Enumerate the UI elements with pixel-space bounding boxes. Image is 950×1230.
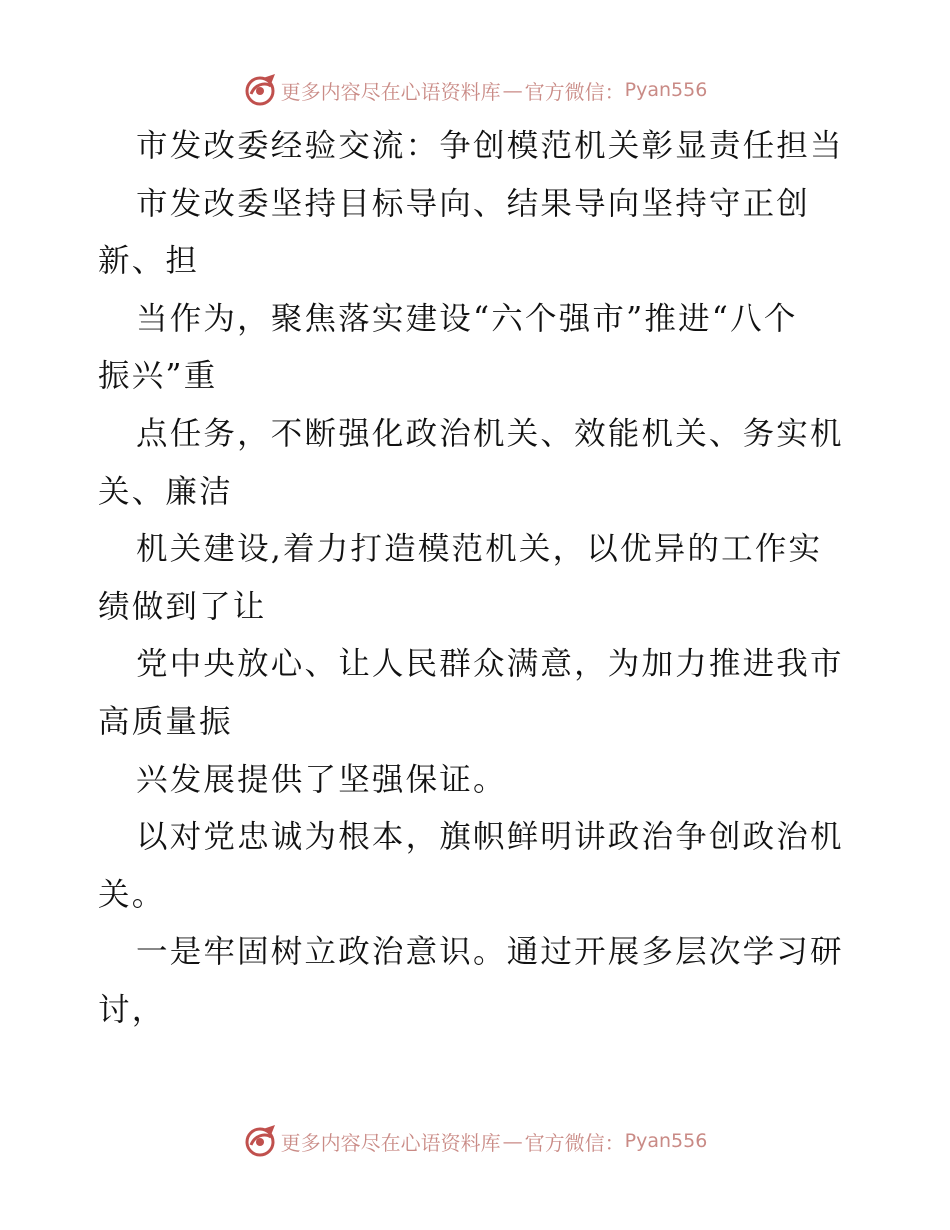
document-line: 一是牢固树立政治意识。通过开展多层次学习研 xyxy=(136,934,844,971)
watermark-separator: — xyxy=(502,78,523,102)
document-title-line: 市发改委经验交流：争创模范机关彰显责任担当 xyxy=(136,128,844,164)
watermark-separator: — xyxy=(502,1129,523,1153)
document-line: 以对党忠诚为根本，旗帜鲜明讲政治争创政治机 xyxy=(136,819,844,856)
document-line: 市发改委坚持目标导向、结果导向坚持守正创 xyxy=(136,185,811,222)
document-line: 讨， xyxy=(98,991,166,1028)
footer-watermark xyxy=(0,1121,950,1161)
watermark-text: 更多内容尽在心语资料库 xyxy=(280,1130,501,1155)
pen-swirl-logo-icon xyxy=(243,72,279,108)
document-line: 机关建设,着力打造模范机关，以优异的工作实 xyxy=(136,531,823,568)
document-line: 当作为，聚焦落实建设“六个强市”推进“八个 xyxy=(136,300,798,337)
watermark-wechat-id: Pyan556 xyxy=(624,1130,708,1152)
watermark-label: 官方微信： xyxy=(524,1130,625,1155)
document-body xyxy=(98,118,858,1040)
document-line: 振兴”重 xyxy=(98,358,218,395)
header-watermark xyxy=(0,70,950,110)
document-line: 党中央放心、让人民群众满意，为加力推进我市 xyxy=(136,646,844,683)
pen-swirl-logo-icon xyxy=(243,1123,279,1159)
document-line: 点任务，不断强化政治机关、效能机关、务实机 xyxy=(136,415,844,452)
document-line: 关。 xyxy=(98,876,166,913)
watermark-wechat-id: Pyan556 xyxy=(624,79,708,101)
document-line: 新、担 xyxy=(98,243,200,280)
document-line: 绩做到了让 xyxy=(98,588,267,625)
watermark-label: 官方微信： xyxy=(524,79,625,104)
watermark-text: 更多内容尽在心语资料库 xyxy=(280,79,501,104)
document-line: 高质量振 xyxy=(98,703,233,740)
document-line: 兴发展提供了坚强保证。 xyxy=(136,761,507,798)
document-line: 关、廉洁 xyxy=(98,473,233,510)
